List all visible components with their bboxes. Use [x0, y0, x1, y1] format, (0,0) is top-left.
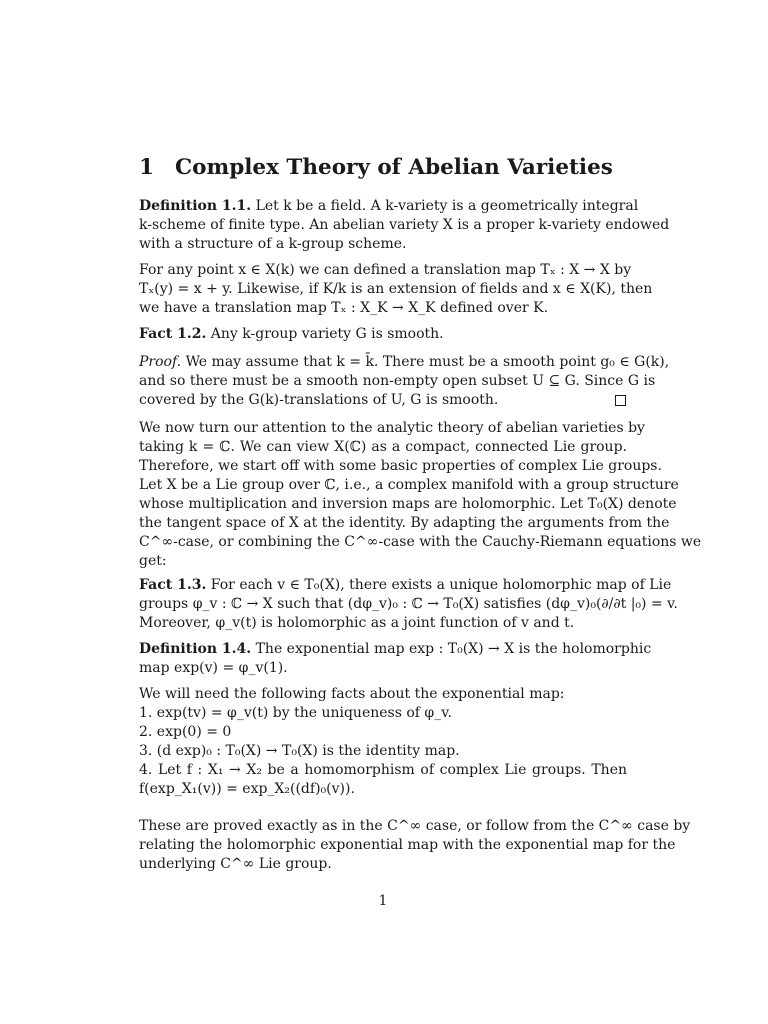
paragraph-line: whose multiplication and inversion maps are holomorphic. Let T₀(X) denote — [139, 496, 677, 512]
translation-paragraph — [139, 261, 653, 318]
fact-text: Any k-group variety G is smooth. — [210, 326, 444, 342]
paragraph-line: get: — [139, 553, 167, 569]
list-item-continuation: f(exp_X₁(v)) = exp_X₂((df)₀(v)). — [139, 781, 355, 797]
proof-line: We may assume that k = k̄. There must be a smooth point g₀ ∈ G(k), — [185, 354, 670, 370]
paragraph-line: the tangent space of X at the identity. By adapting the arguments from the — [139, 515, 670, 531]
list-item: 3. (d exp)₀ : T₀(X) → T₀(X) is the identity map. — [139, 743, 460, 759]
paragraph-line: we have a translation map Tₓ : X_K → X_K defined over K. — [139, 300, 549, 316]
list-item: 4. Let f : X₁ → X₂ be a homomorphism of complex Lie groups. Then — [139, 762, 627, 778]
paragraph-line: C^∞-case, or combining the C^∞-case with the Cauchy-Riemann equations we — [139, 534, 702, 550]
definition-label: Definition 1.1. — [139, 198, 252, 214]
list-intro: We will need the following facts about the exponential map: — [139, 686, 565, 702]
fact-line: For each v ∈ T₀(X), there exists a unique holomorphic map of Lie — [210, 577, 672, 593]
definition-text-line: with a structure of a k-group scheme. — [139, 236, 407, 252]
list-item: 2. exp(0) = 0 — [139, 724, 232, 740]
list-item: 1. exp(tv) = φ_v(t) by the uniqueness of φ_v. — [139, 705, 452, 721]
fact-1-2 — [139, 325, 627, 344]
qed-box-icon — [615, 395, 626, 406]
paragraph-line: taking k = ℂ. We can view X(ℂ) as a compact, connected Lie group. — [139, 439, 627, 455]
closing-paragraph — [139, 817, 691, 874]
fact-label: Fact 1.3. — [139, 577, 207, 593]
section-title: Complex Theory of Abelian Varieties — [175, 155, 613, 180]
proof-line: and so there must be a smooth non-empty open subset U ⊆ G. Since G is — [139, 373, 656, 389]
definition-line: The exponential map exp : T₀(X) → X is the holomorphic — [255, 641, 652, 657]
definition-text-line: k-scheme of finite type. An abelian variety X is a proper k-variety endowed — [139, 217, 670, 233]
proof-label: Proof. — [139, 354, 182, 370]
paragraph-line: underlying C^∞ Lie group. — [139, 856, 332, 872]
section-number: 1 — [139, 155, 154, 180]
exponential-facts-list — [139, 685, 627, 799]
paragraph-line: Therefore, we start off with some basic properties of complex Lie groups. — [139, 458, 662, 474]
proof-block — [139, 353, 670, 410]
definition-text-line: Let k be a field. A k-variety is a geometrically integral — [255, 198, 639, 214]
definition-line: map exp(v) = φ_v(1). — [139, 660, 288, 676]
fact-label: Fact 1.2. — [139, 326, 207, 342]
fact-1-3 — [139, 576, 678, 633]
paragraph-line: These are proved exactly as in the C^∞ case, or follow from the C^∞ case by — [139, 818, 691, 834]
paragraph-line: Tₓ(y) = x + y. Likewise, if K/k is an extension of fields and x ∈ X(K), then — [139, 281, 653, 297]
paragraph-line: For any point x ∈ X(k) we can defined a translation map Tₓ : X → X by — [139, 262, 632, 278]
analytic-theory-paragraph — [139, 419, 702, 571]
fact-line: groups φ_v : ℂ → X such that (dφ_v)₀ : ℂ → T₀(X) satisfies (dφ_v)₀(∂/∂t |₀) = v. — [139, 596, 678, 612]
section-heading — [139, 155, 613, 180]
definition-1-1 — [139, 197, 670, 254]
proof-line: covered by the G(k)-translations of U, G is smooth. — [139, 392, 499, 408]
fact-line: Moreover, φ_v(t) is holomorphic as a joint function of v and t. — [139, 615, 575, 631]
definition-1-4 — [139, 640, 652, 678]
definition-label: Definition 1.4. — [139, 641, 252, 657]
paragraph-line: Let X be a Lie group over ℂ, i.e., a complex manifold with a group structure — [139, 477, 679, 493]
paragraph-line: We now turn our attention to the analytic theory of abelian varieties by — [139, 420, 645, 436]
page-number: 1 — [378, 893, 388, 909]
paragraph-line: relating the holomorphic exponential map with the exponential map for the — [139, 837, 676, 853]
